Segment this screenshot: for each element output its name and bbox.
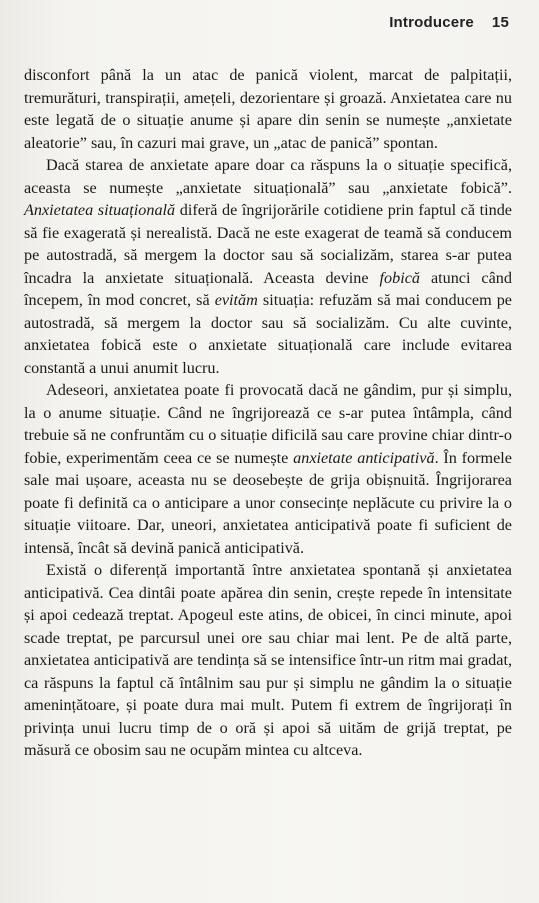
paragraph-2	[24, 154, 512, 379]
paragraph-1	[24, 64, 512, 154]
text-run: situația: refuzăm să mai conducem pe autostradă, să mergem la doctor sau să socializăm. Cu alte cuvinte, anxietatea fobică este o anxietate situațională care include evitarea constantă a unui anumit lucru.	[24, 291, 512, 377]
italic-term: anxietate anticipativă	[293, 448, 435, 467]
running-header	[389, 14, 509, 31]
paragraph-4	[24, 559, 512, 762]
text-run: Există o diferență importantă între anxietatea spontană și anxietatea anticipativă. Cea dintâi poate apărea din senin, crește repede în intensitate și apoi cedează treptat. Apogeul este atins, de obicei, în cinci minute, apoi scade treptat, pe parcursul unei ore sau chiar mai lent. Pe de altă parte, anxietatea anticipativă are tendința să se intensifice într-un ritm mai gradat, ca răspuns la faptul că întâlnim sau pur și simplu ne gândim la o situație amenințătoare, și poate dura mai mult. Putem fi extrem de îngrijorați în privința unui lucru timp de o oră și apoi să uităm de grijă treptat, pe măsură ce obosim sau ne ocupăm mintea cu altceva.	[24, 561, 512, 759]
section-title: Introducere	[389, 14, 474, 31]
italic-term: Anxietatea situațională	[24, 201, 176, 219]
text-run: Adeseori, anxietatea poate fi provocată dacă ne gândim, pur și simplu, la o anume situație. Când ne îngrijorează ce s-ar putea întâmpla, când trebuie să ne confruntăm cu o situație dificilă sau care provine chiar dintr-o fobie, experimentăm ceea ce se numește	[24, 381, 512, 467]
text-run: diferă de îngrijorările cotidiene prin faptul că tinde să fie exagerată și nerealistă. Dacă ne este exagerat de teamă să conducem pe autostradă, să mergem la doctor sau să socializăm, starea s-ar putea încadra la anxietate situațională. Aceasta devine	[24, 201, 512, 287]
text-run: Dacă starea de anxietate apare doar ca răspuns la o situație specifică, aceasta se numește „anxietate situațională” sau „anxietate fobică”.	[24, 156, 512, 197]
paragraph-3	[24, 379, 512, 559]
text-run: . În formele sale mai ușoare, aceasta nu se deosebește de grija obișnuită. Îngrijorarea poate fi definită ca o anticipare a unor consecințe neplăcute cu privire la o situație viitoare. Dar, uneori, anxietatea anticipativă poate fi suficient de intensă, încât să devină panică anticipativă.	[24, 448, 512, 557]
text-run: atunci când începem, în mod concret, să	[24, 268, 512, 309]
italic-term: evităm	[214, 291, 258, 309]
italic-term: fobică	[379, 268, 420, 287]
text-run: disconfort până la un atac de panică violent, marcat de palpitații, tremurături, transpirații, amețeli, dezorientare și groază. Anxietatea care nu este legată de o situație anume și apare din senin se numește „anxietate aleatorie” sau, în cazuri mai grave, un „atac de panică” spontan.	[24, 66, 512, 152]
page-number: 15	[491, 14, 509, 31]
body-text	[24, 64, 512, 762]
